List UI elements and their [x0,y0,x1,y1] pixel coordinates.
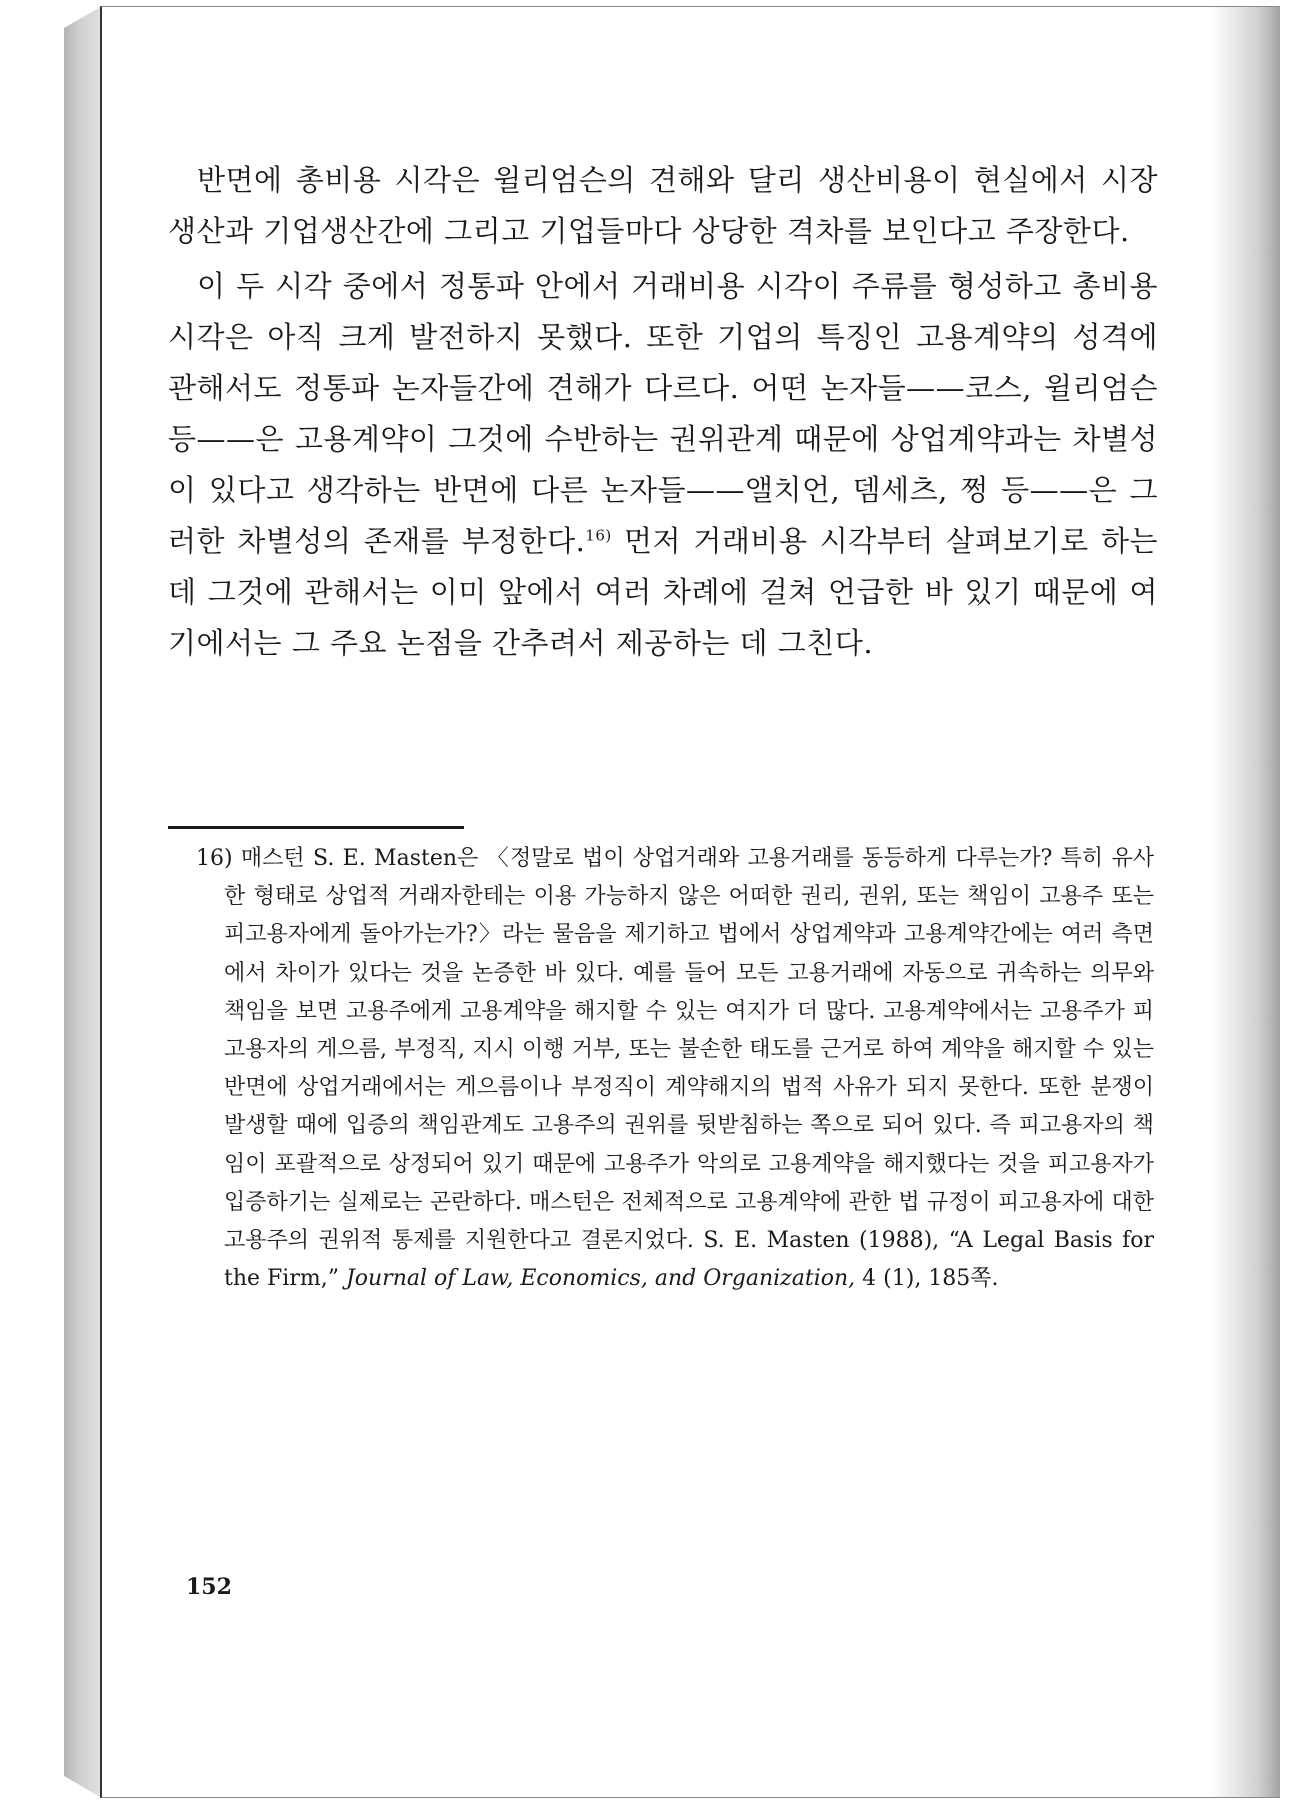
journal-title: Journal of Law, Economics, and Organization, [345,1266,856,1292]
paragraph-2-continued: 먼저 거래비용 시각부터 살펴보기로 하는데 그것에 관해서는 이미 앞에서 여러 차례에 걸쳐 언급한 바 있기 때문에 여기에서는 그 주요 논점을 간추려서 제공하는 데 그친다. [168,524,1158,660]
footnote-text: 매스턴 S. E. Masten은 〈정말로 법이 상업거래와 고용거래를 동등하게 다루는가? 특히 유사한 형태로 상업적 거래자한테는 이용 가능하지 않은 어떠한 권리, 권위, 또는 책임이 고용주 또는 피고용자에게 돌아가는가?〉라는 물음을 제기하고 법에서 상업계약과 고용계약간에는 여러 측면에서 차이가 있다는 것을 논증한 바 있다. 예를 들어 모든 고용거래에 자동으로 귀속하는 의무와 책임을 보면 고용주에게 고용계약을 해지할 수 있는 여지가 더 많다. 고용계약에서는 고용주가 피고용자의 게으름, 부정직, 지시 이행 거부, 또는 불손한 태도를 근거로 하여 계약을 해지할 수 있는 반면에 상업거래에서는 게으름이나 부정직이 계약해지의 법적 사유가 되지 못한다. 또한 분쟁이 발생할 때에 입증의 책임관계도 고용주의 권위를 뒷받침하는 쪽으로 되어 있다. 즉 피고용자의 책임이 포괄적으로 상정되어 있기 때문에 고용주가 악의로 고용계약을 해지했다는 것을 피고용자가 입증하기는 실제로는 곤란하다. 매스턴은 전체적으로 고용계약에 관한 법 규정이 피고용자에 대한 고용주의 권위적 통제를 지원한다고 결론지었다. S. E. Masten (1988), “A Legal Basis for the Firm,” [224,846,1154,1292]
page-edge-shadow [1210,7,1280,1797]
body-text [168,155,1158,673]
paragraph-2 [168,261,1158,669]
footnote-16 [196,840,1154,1298]
footnote-number: 16) [196,846,233,871]
paragraph-2-text: 이 두 시각 중에서 정통파 안에서 거래비용 시각이 주류를 형성하고 총비용 시각은 아직 크게 발전하지 못했다. 또한 기업의 특징인 고용계약의 성격에 관해서도 정통파 논자들간에 견해가 다르다. 어떤 논자들——코스, 윌리엄슨 등——은 고용계약이 그것에 수반하는 권위관계 때문에 상업계약과는 차별성이 있다고 생각하는 반면에 다른 논자들——앨치언, 뎀세츠, 쩡 등——은 그러한 차별성의 존재를 부정한다. [168,269,1158,558]
book-spine [64,6,102,1798]
footnote-citation-end: 4 (1), 185쪽. [855,1266,999,1292]
footnote-reference: 16) [585,526,612,545]
footnote-divider [168,826,464,829]
page-number: 152 [186,1574,232,1600]
paragraph-1: 반면에 총비용 시각은 윌리엄슨의 견해와 달리 생산비용이 현실에서 시장생산과 기업생산간에 그리고 기업들마다 상당한 격차를 보인다고 주장한다. [168,163,1158,248]
